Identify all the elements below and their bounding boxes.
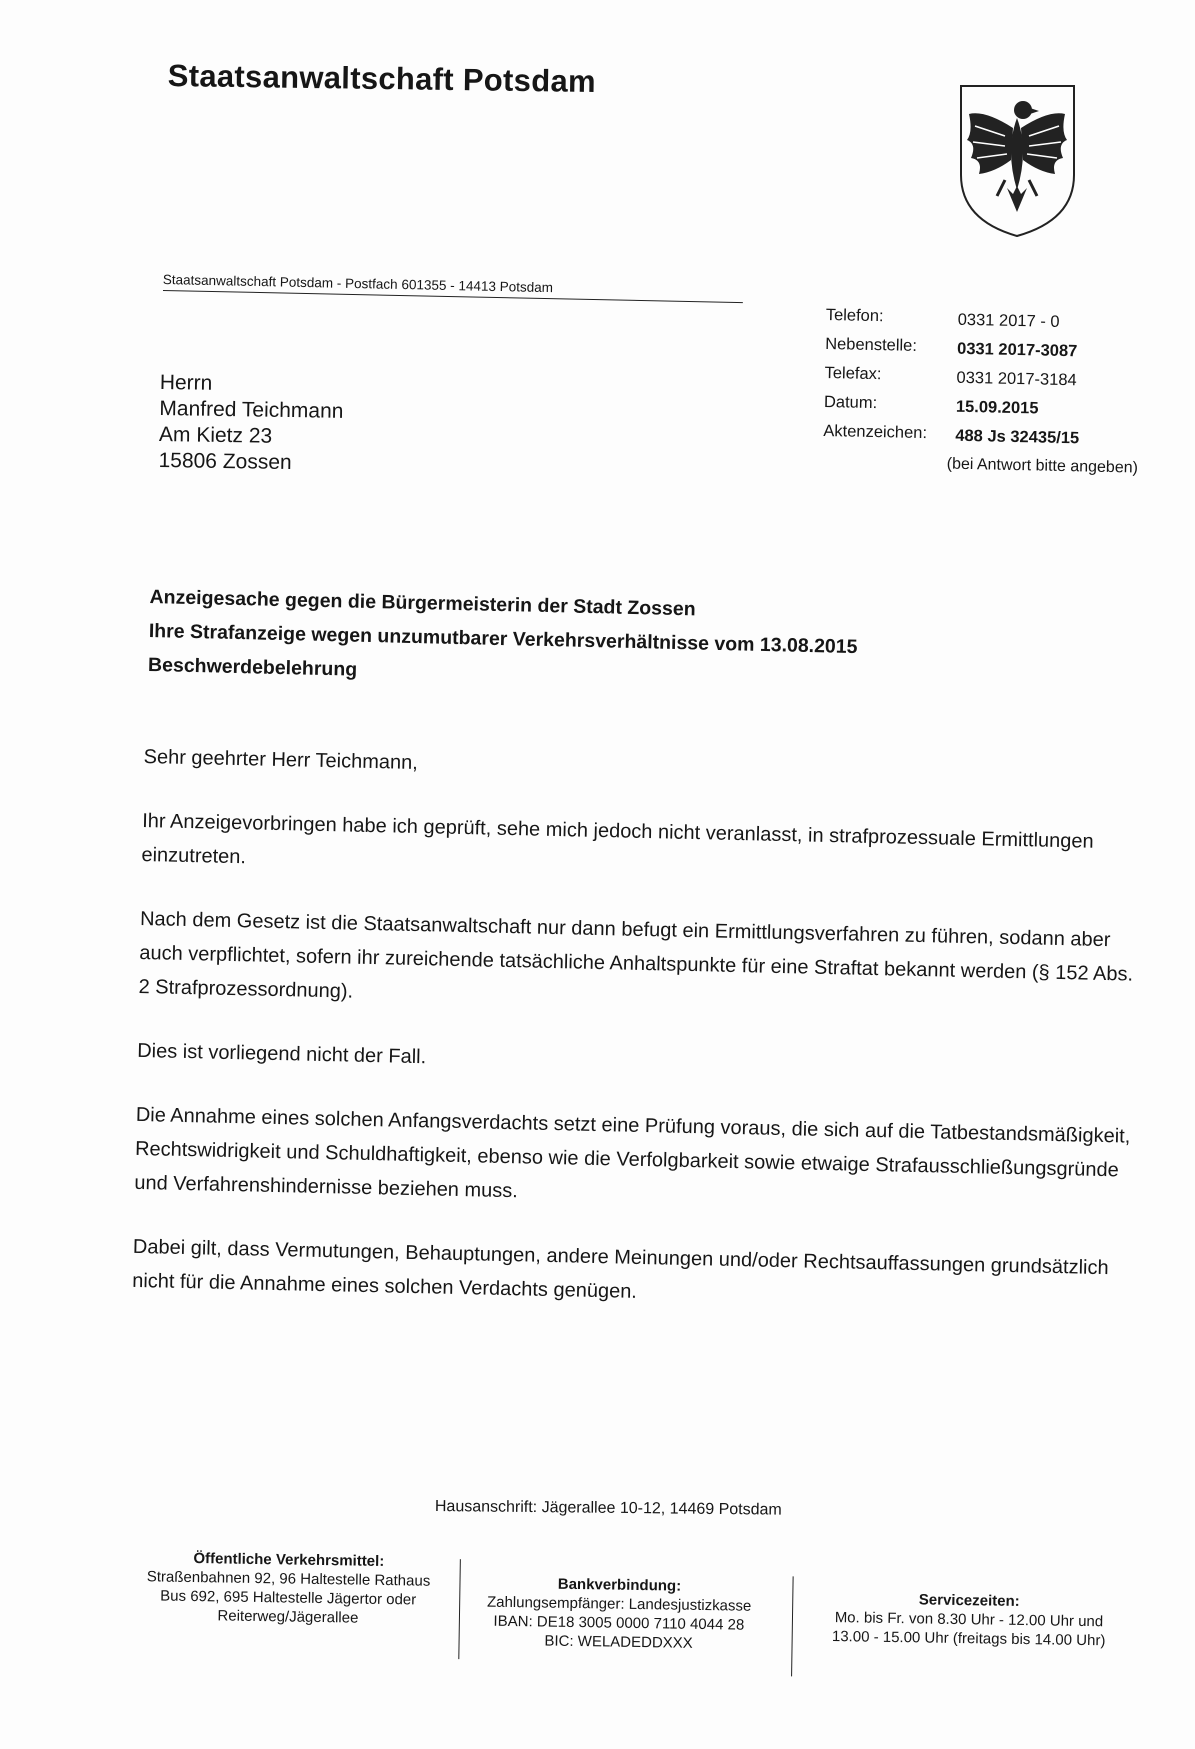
telefax-value: 0331 2017-3184 [956,368,1077,390]
letter-body [131,740,1154,1350]
nebenstelle-value: 0331 2017-3087 [956,339,1078,361]
service-line-2: 13.00 - 15.00 Uhr (freitags bis 14.00 Uhr) [831,1628,1106,1650]
brandenburg-eagle-icon [955,80,1080,240]
greeting: Sehr geehrter Herr Teichmann, [143,745,419,774]
service-info [809,1589,1130,1651]
reply-hint-row [822,451,1139,480]
telefon-value: 0331 2017 - 0 [957,310,1060,331]
datum-label: Datum: [823,392,878,413]
nebenstelle-label: Nebenstelle: [825,334,918,355]
transport-line-1: Straßenbahnen 92, 96 Haltestelle Rathaus [146,1568,431,1590]
aktenzeichen-label: Aktenzeichen: [823,421,928,443]
subject-line-2: Ihre Strafanzeige wegen unzumutbarer Verkehrsverhältnisse vom 13.08.2015 [148,619,858,659]
service-title: Servicezeiten: [918,1591,1020,1610]
nebenstelle-row [825,334,1078,364]
subject-block [148,580,859,698]
recipient-street: Am Kietz 23 [158,422,273,448]
footer-divider [458,1559,461,1659]
paragraph-1: Ihr Anzeigevorbringen habe ich geprüft, sehe mich jedoch nicht veranlasst, in strafprozessuale Ermittlungen einzutreten. [141,809,1094,869]
telefon-row [825,306,1060,335]
transport-line-2: Bus 692, 695 Haltestelle Jägertor oder [160,1587,417,1609]
transport-info [129,1548,448,1629]
datum-value: 15.09.2015 [955,397,1039,418]
bank-line-2: IBAN: DE18 3005 0000 7110 4044 28 [493,1612,745,1634]
subject-line-1: Anzeigesache gegen die Bürgermeisterin der Stadt Zossen [149,585,696,621]
telefax-row [824,363,1077,393]
aktenzeichen-value: 488 Js 32435/15 [955,426,1080,448]
bank-info [468,1573,769,1654]
transport-line-3: Reiterweg/Jägerallee [217,1607,359,1627]
contact-info-box [822,306,1139,480]
recipient-name: Manfred Teichmann [159,396,344,423]
recipient-address [158,370,344,477]
recipient-city: 15806 Zossen [158,448,292,475]
paragraph-3: Dies ist vorliegend nicht der Fall. [136,1039,427,1069]
footer-columns [128,1548,1140,1674]
transport-title: Öffentliche Verkehrsmittel: [193,1549,385,1570]
footer-address: Hausanschrift: Jägerallee 10-12, 14469 Potsdam [434,1498,782,1519]
sender-return-line: Staatsanwaltschaft Potsdam - Postfach 601355 - 14413 Potsdam [162,272,554,296]
reply-hint: (bei Antwort bitte angeben) [946,455,1139,477]
subject-line-3: Beschwerdebelehrung [147,653,358,681]
aktenzeichen-row [823,421,1080,451]
bank-line-3: BIC: WELADEDDXXX [544,1632,693,1652]
telefax-label: Telefax: [824,363,882,384]
paragraph-4: Die Annahme eines solchen Anfangsverdachts setzt eine Prüfung voraus, die sich auf die Tatbestandsmäßigkeit, Rechtswidrigkeit und Schuldhaftigkeit, ebenso wie die Verfolgbarkeit sowie etwaige Strafausschließungsgründe und Verfahrenshindernisse beziehen muss. [134,1103,1131,1203]
footer-divider [791,1576,794,1676]
service-line-1: Mo. bis Fr. von 8.30 Uhr - 12.00 Uhr und [834,1609,1104,1631]
bank-line-1: Zahlungsempfänger: Landesjustizkasse [486,1593,752,1615]
paragraph-2: Nach dem Gesetz ist die Staatsanwaltschaft nur dann befugt ein Ermittlungsverfahren zu führen, sodann aber auch verpflichtet, sofern ihr zureichende tatsächliche Anhaltspunkte für eine Straftat bekannt werden (§ 152 Abs. 2 Strafprozessordnung). [138,907,1134,1003]
paragraph-5: Dabei gilt, dass Vermutungen, Behauptungen, andere Meinungen und/oder Rechtsauffassungen grundsätzlich nicht für die Annahme eines solchen Verdachts genügen. [131,1235,1109,1303]
recipient-salutation: Herrn [159,370,213,395]
datum-row [823,392,1039,422]
bank-title: Bankverbindung: [557,1575,682,1595]
telefon-label: Telefon: [825,306,884,326]
agency-title: Staatsanwaltschaft Potsdam [167,58,597,99]
